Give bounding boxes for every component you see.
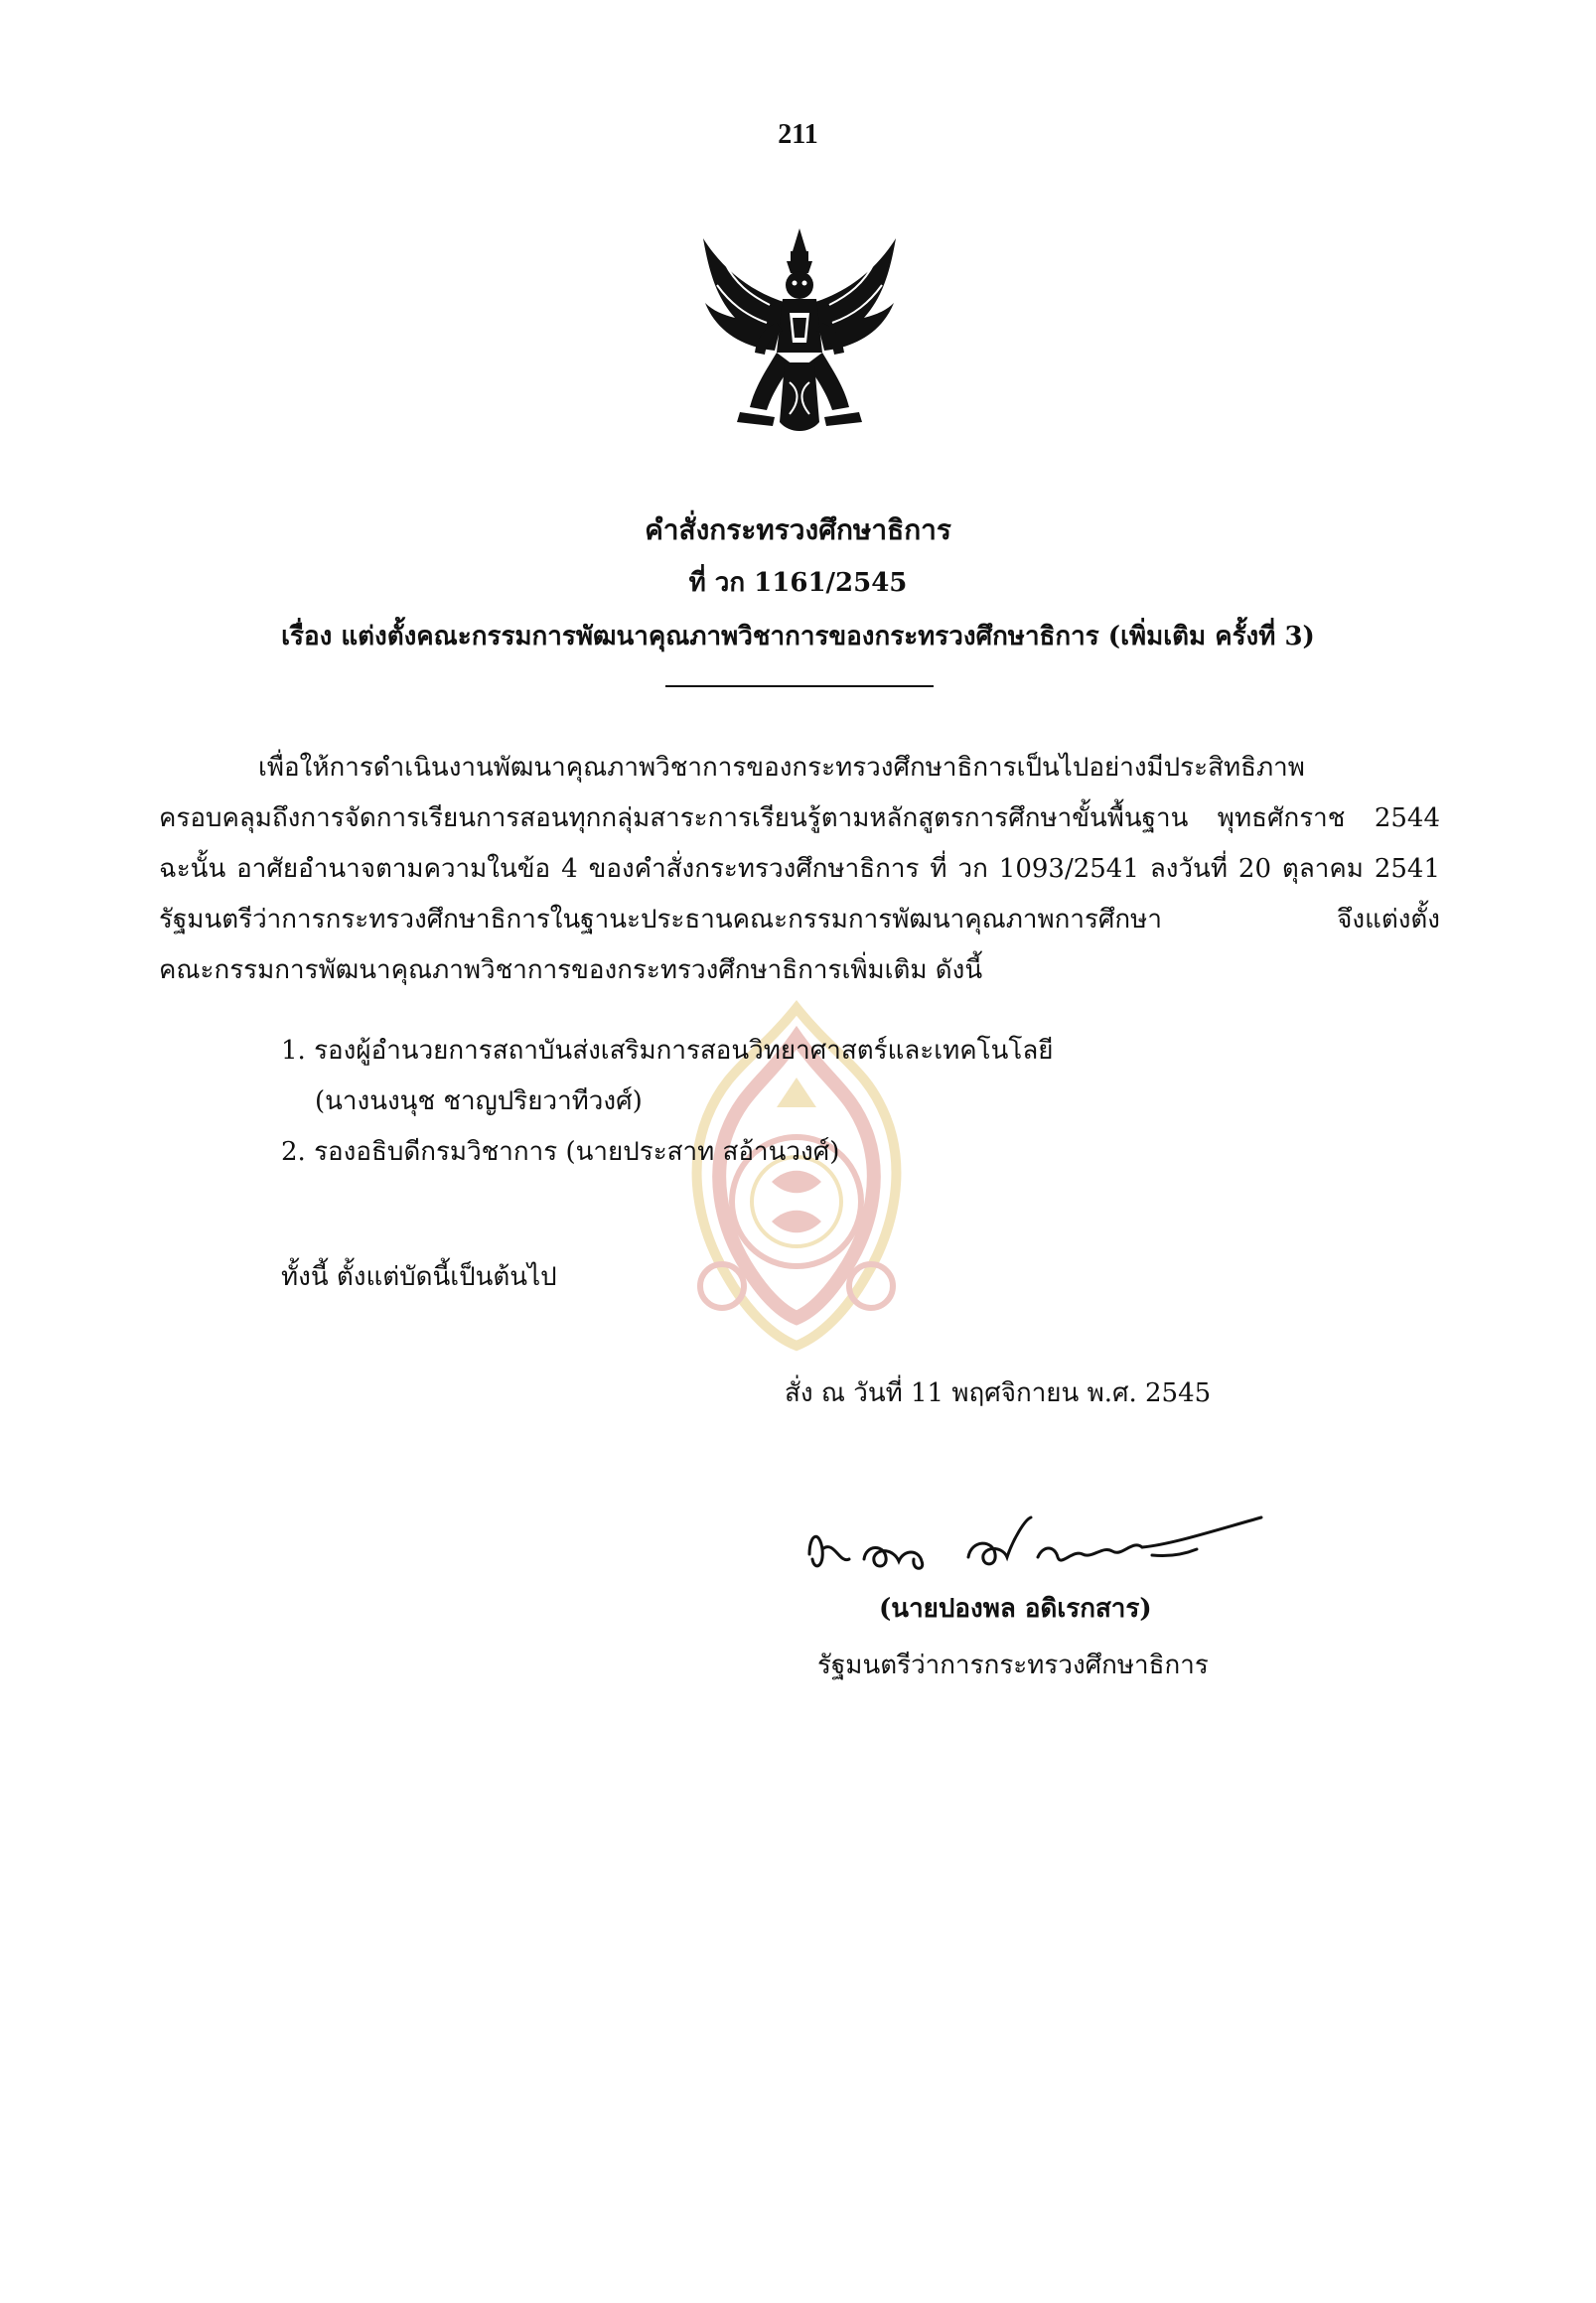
garuda-emblem-icon [695,223,904,442]
paragraph-line: ฉะนั้น อาศัยอำนาจตามความในข้อ 4 ของคำสั่งกระทรวงศึกษาธิการ ที่ วก 1093/2541 ลงวันที่ 20 ตุลาคม 2541 [159,854,1440,884]
signer-position: รัฐมนตรีว่าการกระทรวงศึกษาธิการ [817,1651,1209,1680]
document-subject: เรื่อง แต่งตั้งคณะกรรมการพัฒนาคุณภาพวิชาการของกระทรวงศึกษาธิการ (เพิ่มเติม ครั้งที่ 3) [281,622,1315,651]
title-divider [665,685,934,687]
handwritten-signature-icon [795,1510,1311,1589]
page-number: 211 [778,119,818,150]
document-number: ที่ วก 1161/2545 [688,568,908,598]
member-list [281,1026,1054,1178]
document-title: คำสั่งกระทรวงศึกษาธิการ [645,513,951,546]
closing-statement: ทั้งนี้ ตั้งแต่บัดนี้เป็นต้นไป [281,1262,557,1292]
order-date: สั่ง ณ วันที่ 11 พฤศจิกายน พ.ศ. 2545 [785,1378,1212,1408]
paragraph-line: เพื่อให้การดำเนินงานพัฒนาคุณภาพวิชาการของกระทรวงศึกษาธิการเป็นไปอย่างมีประสิทธิภาพ [258,753,1305,783]
paragraph-line: ครอบคลุมถึงการจัดการเรียนการสอนทุกกลุ่มสาระการเรียนรู้ตามหลักสูตรการศึกษาขั้นพื้นฐาน พุทธศักราช 2544 [159,803,1440,833]
list-item: 2. รองอธิบดีกรมวิชาการ (นายประสาท สอ้านวงศ์) [281,1137,840,1167]
paragraph-line: รัฐมนตรีว่าการกระทรวงศึกษาธิการในฐานะประธานคณะกรรมการพัฒนาคุณภาพการศึกษา จึงแต่งตั้ง [159,905,1440,935]
paragraph-line: คณะกรรมการพัฒนาคุณภาพวิชาการของกระทรวงศึกษาธิการเพิ่มเติม ดังนี้ [159,955,983,985]
main-paragraph [159,743,1440,996]
list-item-name: (นางนงนุช ชาญปริยวาทีวงศ์) [315,1086,643,1116]
list-item: 1. รองผู้อำนวยการสถาบันส่งเสริมการสอนวิทยาศาสตร์และเทคโนโลยี [281,1036,1054,1066]
signer-name: (นายปองพล อดิเรกสาร) [879,1594,1152,1624]
